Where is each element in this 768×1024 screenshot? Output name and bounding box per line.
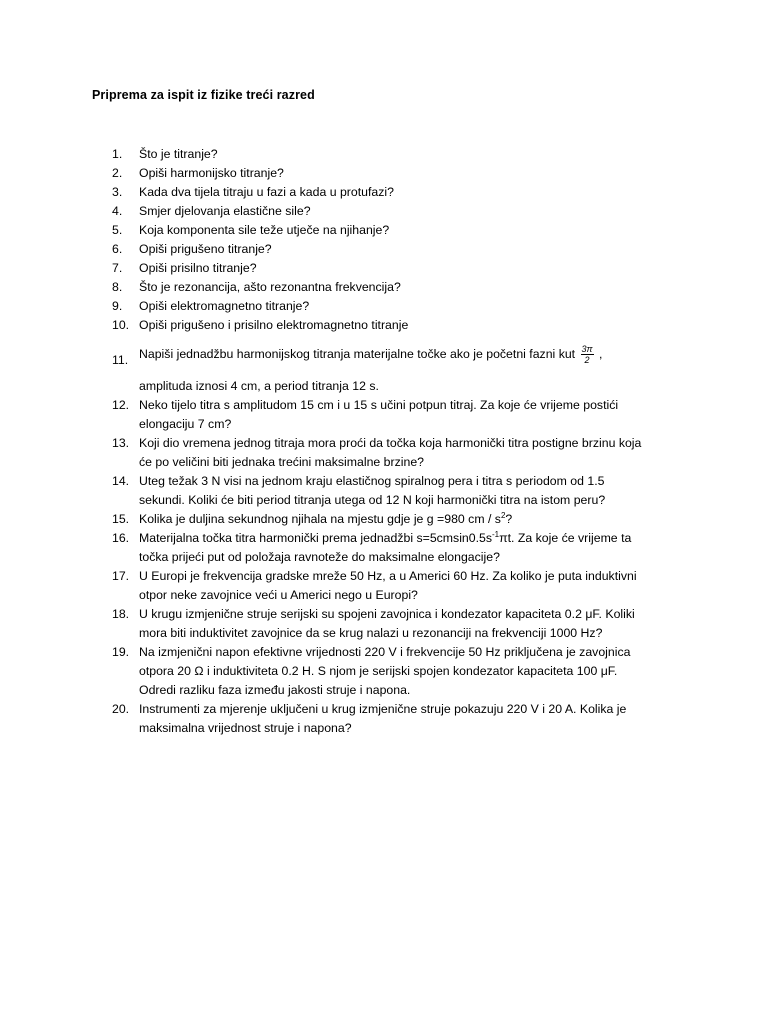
question-item [0, 700, 768, 738]
question-text: Smjer djelovanja elastične sile? [139, 204, 311, 218]
question-item [0, 259, 768, 278]
question-text: Koji dio vremena jednog titraja mora proći da točka koja harmonički titra postigne brzinu koja [139, 436, 642, 450]
question-number: 14. [112, 474, 130, 488]
page-title: Priprema za ispit iz fizike treći razred [92, 88, 315, 102]
question-text: Opiši prigušeno i prisilno elektromagnetno titranje [139, 318, 409, 332]
question-text-cont: πt. Za koje će vrijeme ta [499, 531, 632, 545]
question-item [0, 316, 768, 335]
question-number: 11. [112, 353, 129, 367]
question-item [0, 339, 768, 396]
phase-fraction [581, 344, 594, 365]
question-text: sekundi. Koliki će biti period titranja utega od 12 N koji harmonički titra na istom peru? [139, 493, 606, 507]
question-text: Koja komponenta sile teže utječe na njihanje? [139, 223, 390, 237]
question-number: 7. [112, 261, 123, 275]
question-item [0, 472, 768, 510]
question-number: 17. [112, 569, 130, 583]
question-text: Opiši prigušeno titranje? [139, 242, 272, 256]
question-text-end: ? [505, 512, 513, 526]
question-item [0, 297, 768, 316]
question-number: 5. [112, 223, 123, 237]
question-number: 13. [112, 436, 130, 450]
question-number: 18. [112, 607, 130, 621]
question-text: točka prijeći put od položaja ravnoteže do maksimalne elongacije? [139, 550, 500, 564]
question-text: U krugu izmjenične struje serijski su spojeni zavojnica i kondezator kapaciteta 0.2 μF. Koliki [139, 607, 635, 621]
question-item [0, 643, 768, 700]
question-text: Instrumenti za mjerenje uključeni u krug izmjenične struje pokazuju 220 V i 20 A. Kolika je [139, 702, 627, 716]
question-text: Kolika je duljina sekundnog njihala na mjestu gdje je g =980 cm / s [139, 512, 501, 526]
question-text: amplituda iznosi 4 cm, a period titranja 12 s. [139, 379, 379, 393]
question-text: Materijalna točka titra harmonički prema jednadžbi s=5cmsin0.5s [139, 531, 493, 545]
question-number: 20. [112, 702, 130, 716]
superscript: -1 [492, 529, 500, 539]
question-text: Opiši elektromagnetno titranje? [139, 299, 310, 313]
question-text: maksimalna vrijednost struje i napona? [139, 721, 352, 735]
question-text: U Europi je frekvencija gradske mreže 50 Hz, a u Americi 60 Hz. Za koliko je puta induktivni [139, 569, 637, 583]
question-text: Odredi razliku faza između jakosti struje i napona. [139, 683, 411, 697]
question-text: Opiši harmonijsko titranje? [139, 166, 284, 180]
question-text: otpora 20 Ω i induktiviteta 0.2 H. S njom je serijski spojen kondezator kapaciteta 100 μF. [139, 664, 618, 678]
question-item [0, 240, 768, 259]
question-item [0, 278, 768, 297]
question-item [0, 529, 768, 567]
question-item [0, 202, 768, 221]
question-number: 15. [112, 512, 130, 526]
question-number: 8. [112, 280, 123, 294]
question-number: 3. [112, 185, 123, 199]
question-number: 12. [112, 398, 130, 412]
question-text: mora biti induktivitet zavojnice da se krug nalazi u rezonanciji na frekvenciji 1000 Hz? [139, 626, 603, 640]
question-text: Kada dva tijela titraju u fazi a kada u protufazi? [139, 185, 394, 199]
question-text: Neko tijelo titra s amplitudom 15 cm i u 15 s učini potpun titraj. Za koje će vrijeme postići [139, 398, 619, 412]
question-text: Što je rezonancija, ašto rezonantna frekvencija? [139, 280, 401, 294]
question-item [0, 605, 768, 643]
question-item [0, 164, 768, 183]
question-text: će po veličini biti jednaka trećini maksimalne brzine? [139, 455, 425, 469]
question-text: otpor neke zavojnice veći u Americi nego u Europi? [139, 588, 418, 602]
question-item [0, 434, 768, 472]
question-number: 10. [112, 318, 130, 332]
question-number: 4. [112, 204, 123, 218]
question-text: elongaciju 7 cm? [139, 417, 232, 431]
question-item [0, 145, 768, 164]
question-text: Što je titranje? [139, 147, 218, 161]
question-number: 1. [112, 147, 123, 161]
fraction-trailing-comma: , [595, 347, 603, 361]
question-item [0, 567, 768, 605]
question-number: 2. [112, 166, 123, 180]
question-item [0, 183, 768, 202]
question-item [0, 396, 768, 434]
question-number: 6. [112, 242, 123, 256]
question-text: Napiši jednadžbu harmonijskog titranja materijalne točke ako je početni fazni kut [139, 347, 576, 361]
question-text: Na izmjenični napon efektivne vrijednosti 220 V i frekvencije 50 Hz priključena je zavojnica [139, 645, 631, 659]
fraction-numerator: 3π [581, 344, 593, 355]
question-text: Opiši prisilno titranje? [139, 261, 257, 275]
question-item [0, 510, 768, 529]
superscript: 2 [500, 510, 506, 520]
question-text: Uteg težak 3 N visi na jednom kraju elastičnog spiralnog pera i titra s periodom od 1.5 [139, 474, 605, 488]
question-list [0, 145, 768, 738]
question-item [0, 221, 768, 240]
fraction-denominator: 2 [584, 355, 590, 366]
question-number: 16. [112, 531, 130, 545]
question-number: 19. [112, 645, 130, 659]
question-number: 9. [112, 299, 123, 313]
